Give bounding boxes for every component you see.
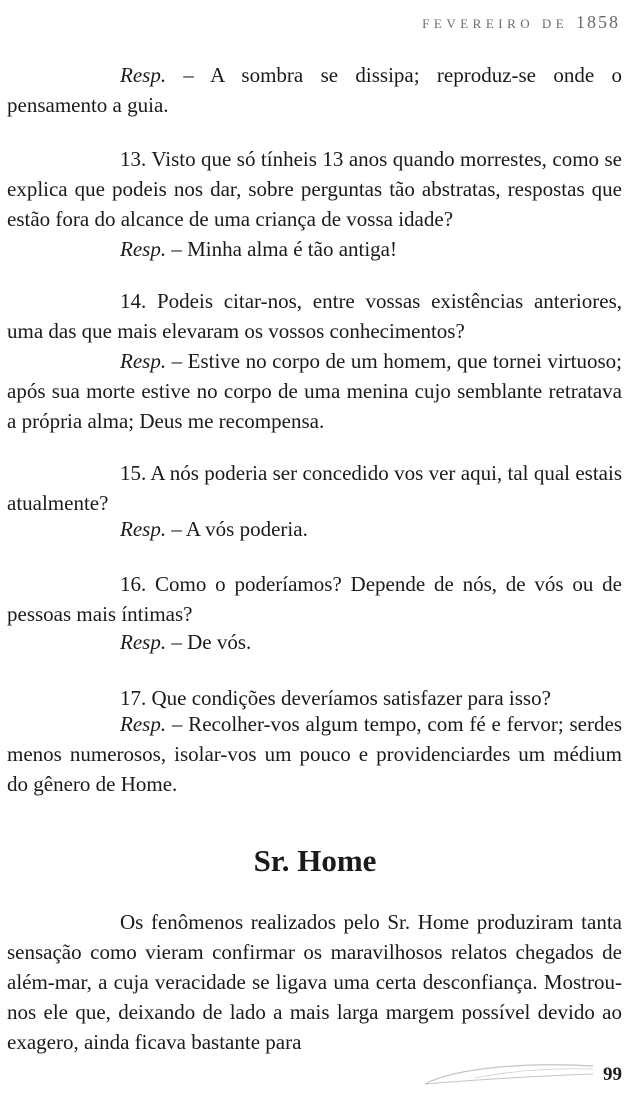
section-body: Os fenômenos realizados pelo Sr. Home produziram tanta sensação como vieram confirmar os maravilhosos relatos chegados de além-mar, a cuja veracidade se ligava uma certa desconfiança. Mostrou-nos ele que, deixando de lado a mais larga margem possível devido ao exagero, ainda ficava bastante para <box>7 910 622 1054</box>
resp-text: – Estive no corpo de um homem, que tornei virtuoso; após sua morte estive no corpo de uma menina cujo semblante retratava a própria alma; Deus me recompensa. <box>7 349 622 433</box>
resp-label: Resp. <box>120 349 167 373</box>
resp-label: Resp. <box>120 63 167 87</box>
answer-13 <box>7 234 622 264</box>
resp-label: Resp. <box>120 712 167 736</box>
paragraph-resp-shadow <box>7 60 622 120</box>
answer-15 <box>7 514 622 544</box>
question-14: 14. Podeis citar-nos, entre vossas existências anteriores, uma das que mais elevaram os vossos conhecimentos? <box>7 289 622 343</box>
page-ornament-swoosh <box>415 1058 595 1090</box>
resp-text: – Recolher-vos algum tempo, com fé e fervor; serdes menos numerosos, isolar-vos um pouco e providenciardes um médium do gênero de Home. <box>7 712 622 796</box>
running-head-year: 1858 <box>576 12 620 32</box>
resp-label: Resp. <box>120 237 167 261</box>
answer-16 <box>7 627 622 657</box>
running-head <box>422 12 620 33</box>
resp-text: – Minha alma é tão antiga! <box>166 237 397 261</box>
question-15: 15. A nós poderia ser concedido vos ver aqui, tal qual estais atualmente? <box>7 461 622 515</box>
answer-17 <box>7 709 622 799</box>
resp-label: Resp. <box>120 630 167 654</box>
section-title: Sr. Home <box>253 843 377 878</box>
page-number: 99 <box>603 1064 622 1085</box>
question-17: 17. Que condições deveríamos satisfazer para isso? <box>120 686 551 710</box>
running-head-title: FEVEREIRO DE <box>422 16 569 31</box>
resp-text: – De vós. <box>166 630 252 654</box>
question-16: 16. Como o poderíamos? Depende de nós, de vós ou de pessoas mais íntimas? <box>7 572 622 626</box>
question-13: 13. Visto que só tínheis 13 anos quando morrestes, como se explica que podeis nos dar, sobre perguntas tão abstratas, respostas que estão fora do alcance de uma criança de vossa idade? <box>7 147 622 231</box>
resp-label: Resp. <box>120 517 167 541</box>
resp-text: – A vós poderia. <box>166 517 308 541</box>
answer-14 <box>7 346 622 436</box>
resp-text: – A sombra se dissipa; reproduz-se onde o pensamento a guia. <box>7 63 622 117</box>
